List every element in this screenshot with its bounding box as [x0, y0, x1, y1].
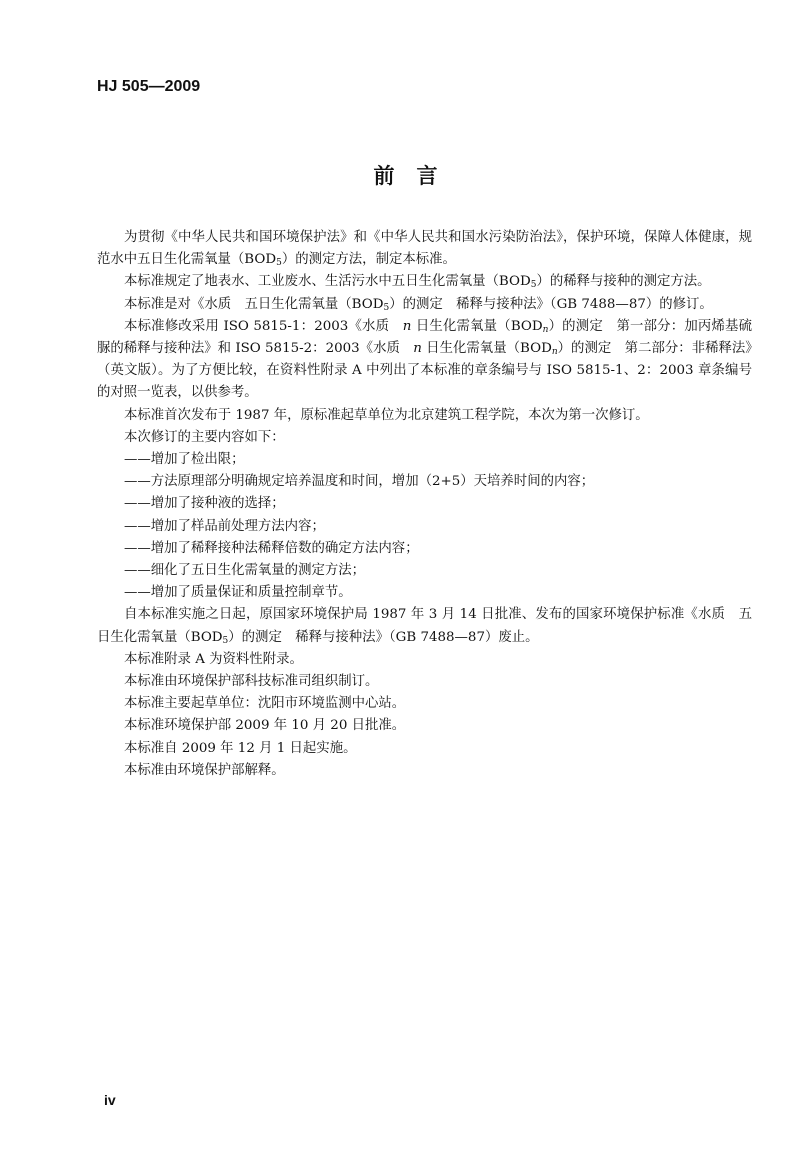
paragraph-effective-date: 本标准自 2009 年 12 月 1 日起实施。	[124, 740, 357, 756]
page-title: 前言	[373, 163, 460, 188]
paragraph-approval: 本标准环境保护部 2009 年 10 月 20 日批准。	[124, 718, 406, 734]
paragraph-repeal: 自本标准实施之日起，原国家环境保护局 1987 年 3 月 14 日批准、发布的国家环境保护标准《水质 五日生化需氧量$(BOD_5)$的测定 稀释与接种法》（GB 7488—87）废止。	[97, 607, 752, 646]
paragraph-interpretation: 本标准由环境保护部解释。	[124, 762, 285, 778]
list-item: ——增加了检出限；	[124, 452, 245, 468]
list-item: ——增加了样品前处理方法内容；	[124, 518, 325, 534]
list-item: ——增加了质量保证和质量控制章节。	[124, 585, 352, 601]
paragraph-changes-intro: 本次修订的主要内容如下：	[124, 429, 285, 445]
paragraph-purpose: 为贯彻《中华人民共和国环境保护法》和《中华人民共和国水污染防治法》，保护环境，保障人体健康，规范水中五日生化需氧量$(BOD_5)$的测定方法，制定本标准。	[97, 230, 752, 269]
foreword-body	[97, 227, 752, 782]
list-item: ——增加了接种液的选择；	[124, 496, 285, 512]
standard-number: HJ 505—2009	[97, 78, 201, 95]
paragraph-drafter: 本标准主要起草单位：沈阳市环境监测中心站。	[124, 696, 406, 712]
paragraph-scope: 本标准规定了地表水、工业废水、生活污水中五日生化需氧量$(BOD_5)$的稀释与接种的测定方法。	[124, 274, 711, 291]
paragraph-organizer: 本标准由环境保护部科技标准司组织制订。	[124, 674, 379, 690]
list-item: ——方法原理部分明确规定培养温度和时间，增加（2+5）天培养时间的内容；	[124, 474, 595, 490]
page-number: iv	[104, 1092, 116, 1108]
paragraph-revision-of: 本标准是对《水质 五日生化需氧量$(BOD_5)$的测定 稀释与接种法》（GB 7488—87）的修订。	[124, 296, 713, 313]
paragraph-appendix: 本标准附录 A 为资料性附录。	[124, 651, 303, 667]
list-item: ——细化了五日生化需氧量的测定方法；	[124, 563, 366, 579]
paragraph-first-issue: 本标准首次发布于 1987 年，原标准起草单位为北京建筑工程学院，本次为第一次修订。	[124, 407, 649, 423]
list-item: ——增加了稀释接种法稀释倍数的确定方法内容；	[124, 540, 419, 556]
paragraph-iso-adoption: 本标准修改采用 ISO 5815-1：2003《水质 n 日生化需氧量$(BOD_n)$的测定 第一部分：加丙烯基硫脲的稀释与接种法》和 ISO 5815-2：2003《水质 n 日生化需氧量$(BOD_n)$的测定 第二部分：非稀释法》（英文版）。为了方便比较，在资料性附录 A 中列出了本标准的章条编号与 ISO 5815-1、2：2003 章条编号的对照一览表，以供参考。	[97, 318, 753, 401]
